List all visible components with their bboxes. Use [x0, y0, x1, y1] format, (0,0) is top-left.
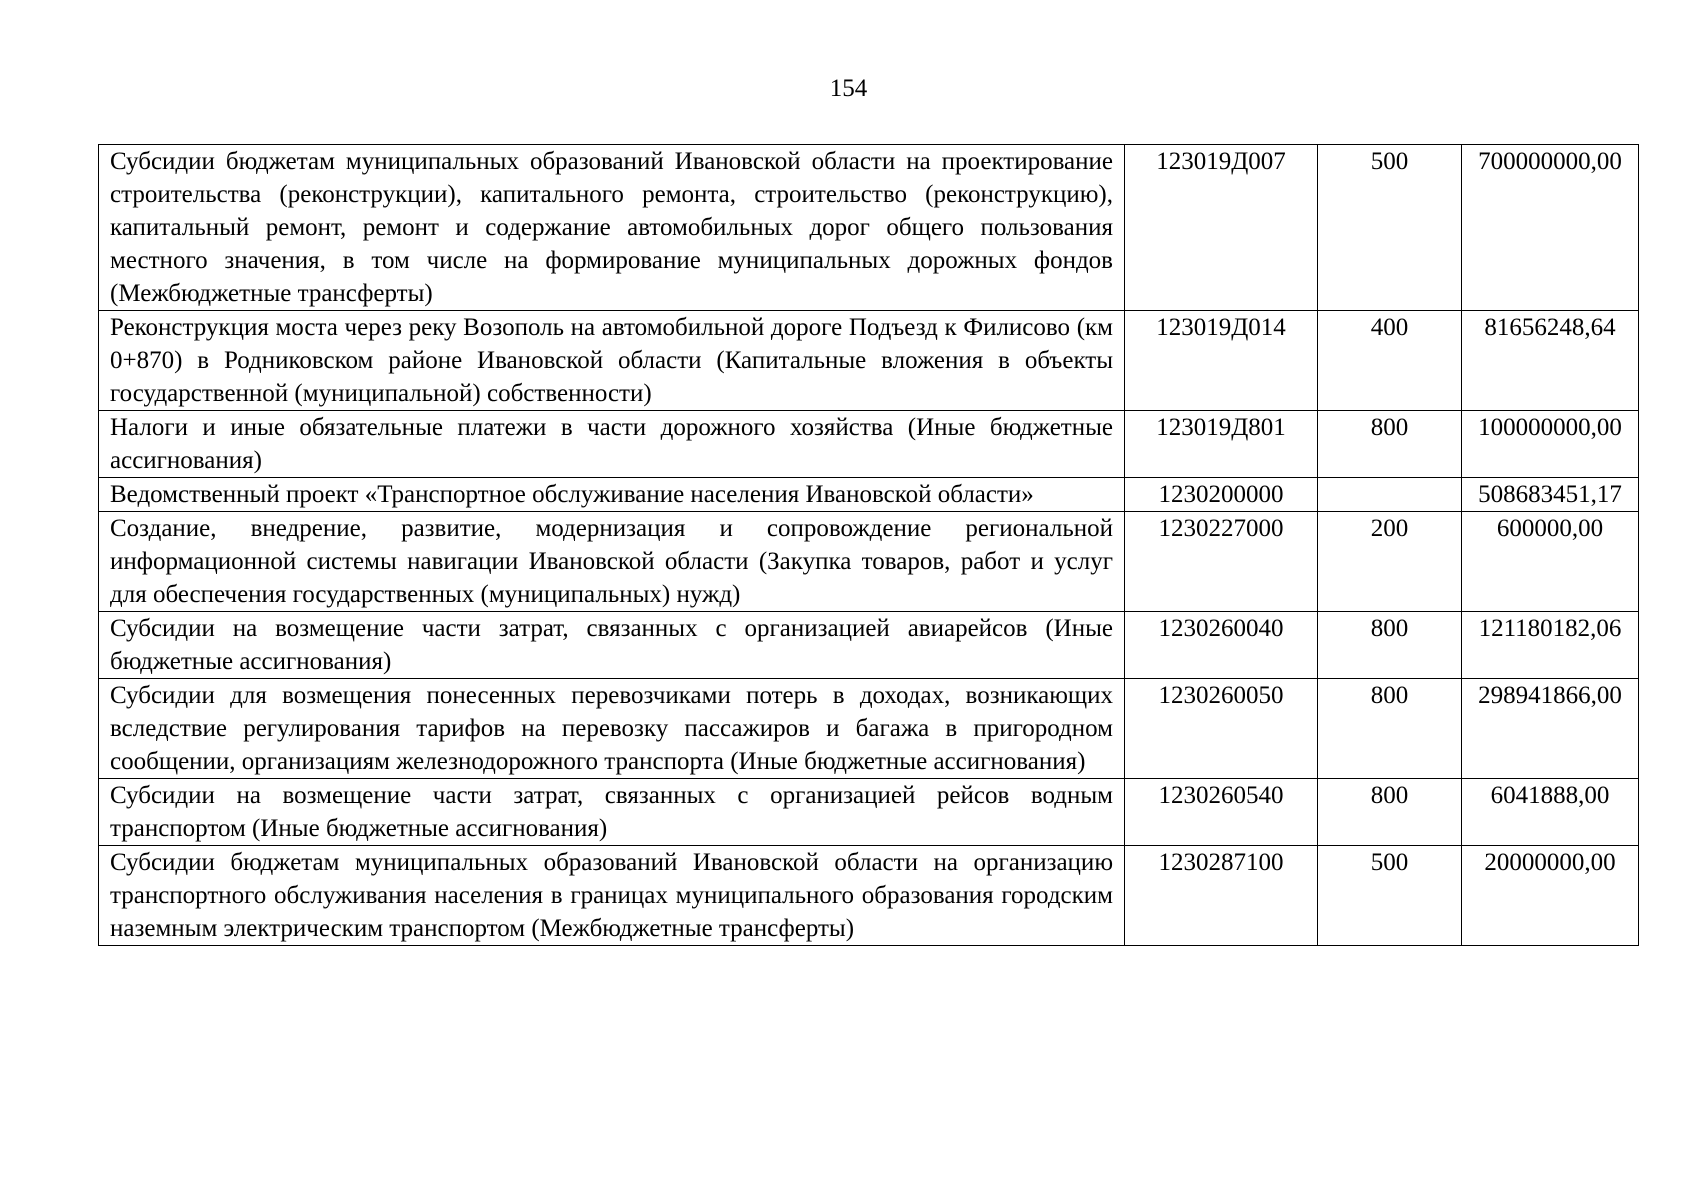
row-expense-type: 800	[1318, 679, 1462, 779]
row-description: Субсидии на возмещение части затрат, связанных с организацией авиарейсов (Иные бюджетные ассигнования)	[99, 612, 1125, 679]
row-expense-type: 800	[1318, 779, 1462, 846]
row-target-code: 1230200000	[1125, 478, 1318, 512]
row-expense-type	[1318, 478, 1462, 512]
table-row	[99, 411, 1639, 478]
row-amount: 6041888,00	[1462, 779, 1639, 846]
row-expense-type: 200	[1318, 512, 1462, 612]
row-amount: 20000000,00	[1462, 846, 1639, 946]
row-target-code: 1230227000	[1125, 512, 1318, 612]
row-amount: 508683451,17	[1462, 478, 1639, 512]
row-target-code: 1230260050	[1125, 679, 1318, 779]
row-expense-type: 800	[1318, 411, 1462, 478]
row-expense-type: 800	[1318, 612, 1462, 679]
row-amount: 121180182,06	[1462, 612, 1639, 679]
row-description: Субсидии на возмещение части затрат, связанных с организацией рейсов водным транспортом (Иные бюджетные ассигнования)	[99, 779, 1125, 846]
table-row	[99, 145, 1639, 311]
row-description: Налоги и иные обязательные платежи в части дорожного хозяйства (Иные бюджетные ассигнования)	[99, 411, 1125, 478]
row-target-code: 123019Д801	[1125, 411, 1318, 478]
row-expense-type: 500	[1318, 846, 1462, 946]
row-expense-type: 500	[1318, 145, 1462, 311]
row-description: Субсидии бюджетам муниципальных образований Ивановской области на организацию транспортного обслуживания населения в границах муниципального образования городским наземным электрическим транспортом (Межбюджетные трансферты)	[99, 846, 1125, 946]
table-row	[99, 779, 1639, 846]
table-row	[99, 311, 1639, 411]
row-description: Субсидии бюджетам муниципальных образований Ивановской области на проектирование строительства (реконструкции), капитального ремонта, строительство (реконструкцию), капитальный ремонт, ремонт и содержание автомобильных дорог общего пользования местного значения, в том числе на формирование муниципальных дорожных фондов (Межбюджетные трансферты)	[99, 145, 1125, 311]
row-description: Реконструкция моста через реку Возополь на автомобильной дороге Подъезд к Филисово (км 0+870) в Родниковском районе Ивановской области (Капитальные вложения в объекты государственной (муниципальной) собственности)	[99, 311, 1125, 411]
row-target-code: 1230260540	[1125, 779, 1318, 846]
row-target-code: 1230287100	[1125, 846, 1318, 946]
row-amount: 600000,00	[1462, 512, 1639, 612]
table-row	[99, 478, 1639, 512]
row-amount: 81656248,64	[1462, 311, 1639, 411]
table-row	[99, 612, 1639, 679]
table-row	[99, 679, 1639, 779]
table-row	[99, 846, 1639, 946]
row-target-code: 123019Д014	[1125, 311, 1318, 411]
row-amount: 100000000,00	[1462, 411, 1639, 478]
row-description: Создание, внедрение, развитие, модернизация и сопровождение региональной информационной системы навигации Ивановской области (Закупка товаров, работ и услуг для обеспечения государственных (муниципальных) нужд)	[99, 512, 1125, 612]
table-row	[99, 512, 1639, 612]
row-amount: 298941866,00	[1462, 679, 1639, 779]
row-description: Ведомственный проект «Транспортное обслуживание населения Ивановской области»	[99, 478, 1125, 512]
row-target-code: 1230260040	[1125, 612, 1318, 679]
budget-table	[98, 144, 1639, 946]
row-amount: 700000000,00	[1462, 145, 1639, 311]
page-number: 154	[829, 75, 868, 102]
row-target-code: 123019Д007	[1125, 145, 1318, 311]
row-description: Субсидии для возмещения понесенных перевозчиками потерь в доходах, возникающих вследствие регулирования тарифов на перевозку пассажиров и багажа в пригородном сообщении, организациям железнодорожного транспорта (Иные бюджетные ассигнования)	[99, 679, 1125, 779]
row-expense-type: 400	[1318, 311, 1462, 411]
